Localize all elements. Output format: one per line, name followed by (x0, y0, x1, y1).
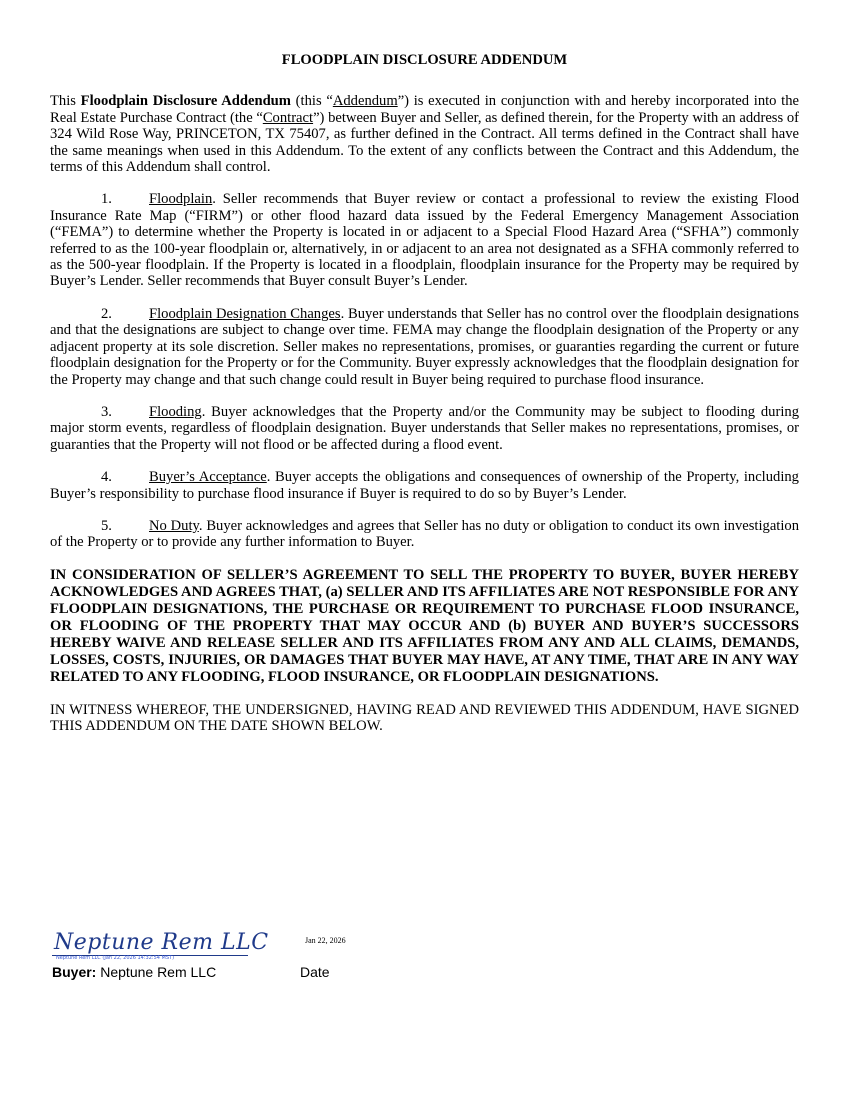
section-body: . Buyer understands that Seller has no control over the floodplain designations and that the designations are subject to change over time. FEMA may change the floodplain designation of the Property or any adjacent property at its sole discretion. Seller makes no representations, promises, or guaranties regarding the current or future floodplain designation for the Property or for the Community. Buyer expressly acknowledges that the floodplain designation for the Property may change and that such change could result in Buyer being required to purchase flood insurance. (50, 305, 799, 388)
section-number: 3. (101, 403, 112, 420)
section-no-duty (50, 518, 799, 551)
intro-text-4: ”) between Buyer and Seller, as defined therein, for the Property with an address of 324 Wild Rose Way, PRINCETON, TX 75407, as further defined in the Contract. All terms defined in the Contract shall have the same meanings when used in this Addendum. To the extent of any conflicts between the Contract and this Addendum, the terms of this Addendum shall control. (50, 109, 799, 176)
section-number: 2. (101, 305, 112, 322)
section-heading: Floodplain (149, 191, 213, 208)
section-flooding (50, 404, 799, 453)
intro-addendum-term: Addendum (332, 93, 398, 110)
intro-bold-title: Floodplain Disclosure Addendum (80, 93, 291, 110)
section-number: 5. (101, 517, 112, 534)
buyer-label (52, 964, 216, 980)
section-floodplain (50, 191, 799, 289)
section-number: 1. (101, 191, 112, 208)
addendum-page (50, 52, 799, 735)
signature-block (50, 930, 450, 986)
document-title: FLOODPLAIN DISCLOSURE ADDENDUM (281, 52, 568, 68)
section-heading: Flooding (149, 403, 202, 420)
section-heading: Buyer’s Acceptance (149, 469, 267, 486)
signature-date-value: Jan 22, 2026 (305, 936, 346, 945)
intro-contract-term: Contract (262, 109, 314, 126)
buyer-label-prefix: Buyer: (52, 964, 97, 980)
buyer-signature: Neptune Rem LLC (54, 930, 269, 955)
section-body: . Buyer accepts the obligations and consequences of ownership of the Property, including Buyer’s responsibility to purchase flood insurance if Buyer is required to do so by Buyer’s Lender. (50, 469, 799, 502)
section-floodplain-designation-changes (50, 306, 799, 388)
section-number: 4. (101, 469, 112, 486)
waiver-paragraph: IN CONSIDERATION OF SELLER’S AGREEMENT TO SELL THE PROPERTY TO BUYER, BUYER HEREBY ACKNOWLEDGES AND AGREES THAT, (a) SELLER AND ITS AFFILIATES ARE NOT RESPONSIBLE FOR ANY FLOODPLAIN DESIGNATIONS, THE PURCHASE OR REQUIREMENT TO PURCHASE FLOOD INSURANCE, OR FLOODING OF THE PROPERTY THAT MAY OCCUR AND (b) BUYER AND BUYER’S SUCCESSORS HEREBY WAIVE AND RELEASE SELLER AND ITS AFFILIATES FROM ANY AND ALL CLAIMS, DEMANDS, LOSSES, COSTS, INJURIES, OR DAMAGES THAT BUYER MAY HAVE, AT ANY TIME, THAT ARE IN ANY WAY RELATED TO ANY FLOODING, FLOOD INSURANCE, OR FLOODPLAIN DESIGNATIONS. (50, 566, 799, 685)
section-body: . Seller recommends that Buyer review or contact a professional to review the existing Flood Insurance Rate Map (“FIRM”) or other flood hazard data issued by the Federal Emergency Management Association (“FEMA”) to determine whether the Property is located in or adjacent to a Special Flood Hazard Area (“SFHA”) commonly referred to as the 100-year floodplain or, alternatively, in or adjacent to an area not designated as a SFHA commonly referred to as the 500-year floodplain. If the Property is located in a floodplain, floodplain insurance for the Property may be required by Buyer’s Lender. Seller recommends that Buyer consult Buyer’s Lender. (50, 191, 799, 290)
intro-text-3: ”) is executed in conjunction with and hereby incorporated into the Real Estate Purchase Contract (the “ (50, 93, 800, 126)
section-body: . Buyer acknowledges that the Property and/or the Community may be subject to flooding during major storm events, regardless of floodplain designation. Buyer understands that Seller makes no representations, promises, or guaranties that the Property will not flood or be affected during a flood event. (50, 403, 799, 453)
date-label: Date (300, 964, 330, 980)
intro-text-2: (this “ (290, 93, 333, 110)
signature-timestamp: Neptune Rem LLC (Jan 22, 2026 14:32:54 MST) (56, 955, 175, 961)
intro-paragraph (50, 93, 799, 175)
section-body: . Buyer acknowledges and agrees that Seller has no duty or obligation to conduct its own investigation of the Property or to provide any further information to Buyer. (50, 517, 799, 551)
witness-paragraph: IN WITNESS WHEREOF, THE UNDERSIGNED, HAVING READ AND REVIEWED THIS ADDENDUM, HAVE SIGNED THIS ADDENDUM ON THE DATE SHOWN BELOW. (50, 701, 799, 735)
buyer-name: Neptune Rem LLC (96, 964, 217, 980)
intro-text-1: This (50, 93, 81, 110)
section-heading: Floodplain Designation Changes (149, 305, 341, 322)
section-heading: No Duty (149, 517, 199, 534)
section-buyers-acceptance (50, 469, 799, 502)
